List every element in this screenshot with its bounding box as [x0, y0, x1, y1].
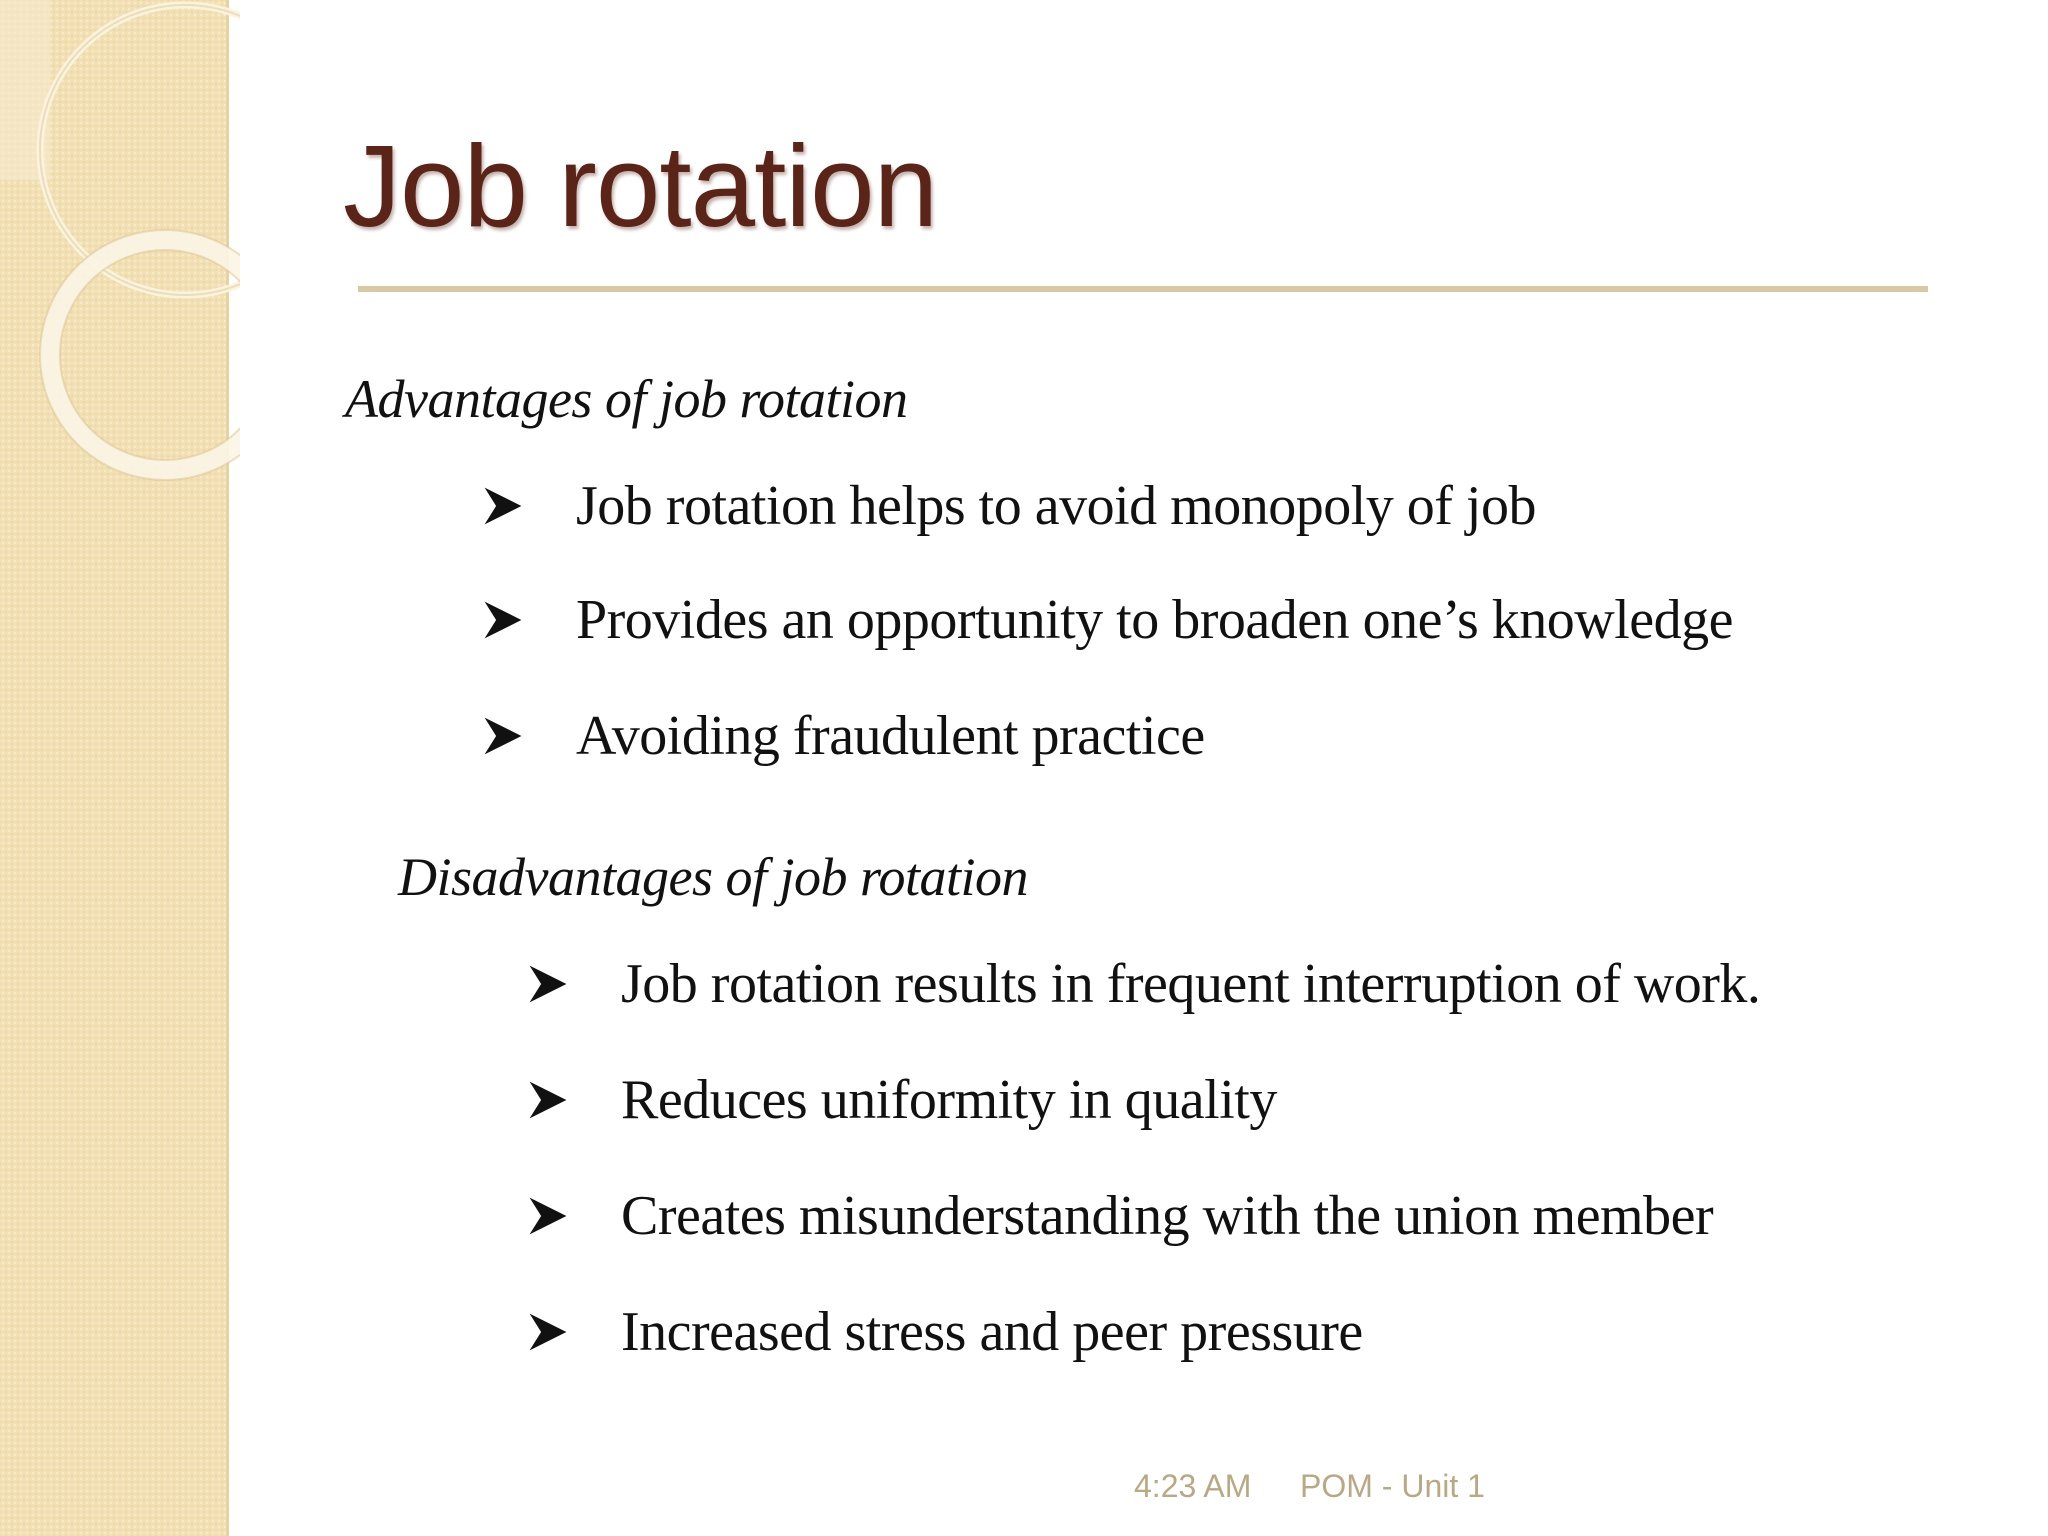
arrowhead-bullet-icon — [525, 1309, 571, 1355]
arrowhead-bullet-icon — [480, 597, 526, 643]
advantage-item — [480, 705, 1205, 767]
arrowhead-bullet-icon — [525, 1193, 571, 1239]
advantage-item — [480, 589, 1734, 651]
arrowhead-bullet-icon — [480, 713, 526, 759]
footer-time: 4:23 AM — [1134, 1468, 1252, 1504]
advantage-text: Provides an opportunity to broaden one’s knowledge — [576, 589, 1734, 651]
advantage-text: Job rotation helps to avoid monopoly of job — [576, 475, 1536, 537]
disadvantage-item — [525, 1185, 1714, 1247]
arrowhead-bullet-icon — [525, 1077, 571, 1123]
disadvantage-text: Reduces uniformity in quality — [621, 1069, 1277, 1131]
advantage-text: Avoiding fraudulent practice — [576, 705, 1205, 767]
arrowhead-bullet-icon — [480, 483, 526, 529]
disadvantage-text: Creates misunderstanding with the union member — [621, 1185, 1714, 1247]
disadvantage-item — [525, 1069, 1277, 1131]
slide-title: Job rotation — [343, 121, 938, 251]
arrowhead-bullet-icon — [525, 961, 571, 1007]
footer-course: POM - Unit 1 — [1300, 1468, 1485, 1504]
advantages-heading: Advantages of job rotation — [345, 369, 908, 429]
rings-decoration-icon — [0, 0, 240, 520]
disadvantage-text: Job rotation results in frequent interruption of work. — [621, 953, 1761, 1015]
scanned-content — [330, 340, 1930, 1420]
title-divider — [358, 286, 1928, 292]
disadvantages-heading: Disadvantages of job rotation — [398, 847, 1028, 907]
disadvantage-item — [525, 953, 1761, 1015]
advantage-item — [480, 475, 1536, 537]
disadvantage-item — [525, 1301, 1363, 1363]
disadvantage-text: Increased stress and peer pressure — [621, 1301, 1363, 1363]
